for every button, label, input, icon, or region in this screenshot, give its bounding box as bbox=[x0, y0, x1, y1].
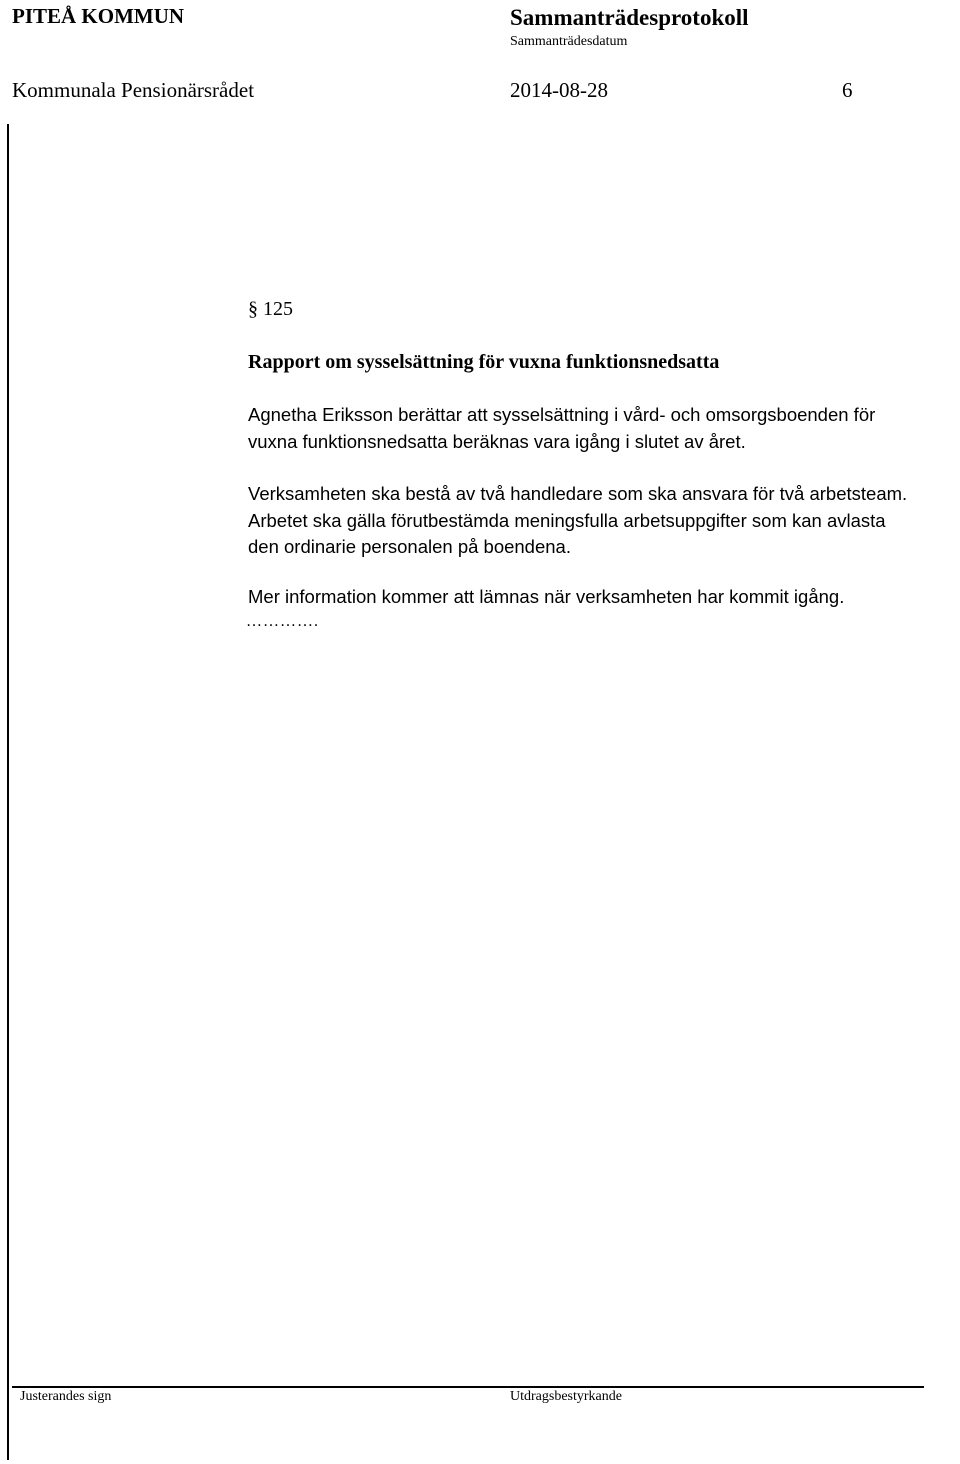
meeting-date: 2014-08-28 bbox=[510, 78, 608, 102]
text-line: vuxna funktionsnedsatta beräknas vara igång i slutet av året. bbox=[248, 430, 746, 452]
footer-rule bbox=[12, 1386, 924, 1388]
text-line: Arbetet ska gälla förutbestämda meningsfulla arbetsuppgifter som kan avlasta bbox=[248, 509, 886, 531]
left-margin-rule bbox=[7, 124, 9, 1460]
document-type: Sammanträdesprotokoll bbox=[510, 5, 749, 30]
paragraph-number: § 125 bbox=[248, 298, 293, 320]
body-paragraph bbox=[248, 481, 948, 561]
text-line: Agnetha Eriksson berättar att sysselsättning i vård- och omsorgsboenden för bbox=[248, 404, 876, 425]
text-line: Mer information kommer att lämnas när verksamheten har kommit igång. bbox=[248, 586, 845, 607]
body-paragraph bbox=[248, 402, 948, 455]
excerpt-certification-label: Utdragsbestyrkande bbox=[510, 1389, 622, 1404]
page-number: 6 bbox=[842, 78, 853, 102]
section-title: Rapport om sysselsättning för vuxna funktionsnedsatta bbox=[248, 351, 720, 373]
body-paragraph bbox=[248, 584, 948, 611]
meeting-date-label: Sammanträdesdatum bbox=[510, 34, 628, 49]
continuation-dots: …………. bbox=[246, 613, 319, 630]
council-name: Kommunala Pensionärsrådet bbox=[12, 78, 255, 102]
adjuster-signature-label: Justerandes sign bbox=[20, 1389, 112, 1404]
organization-name: PITEÅ KOMMUN bbox=[12, 4, 185, 28]
text-line: Verksamheten ska bestå av två handledare som ska ansvara för två arbetsteam. bbox=[248, 483, 908, 504]
text-line: den ordinarie personalen på boendena. bbox=[248, 536, 571, 557]
